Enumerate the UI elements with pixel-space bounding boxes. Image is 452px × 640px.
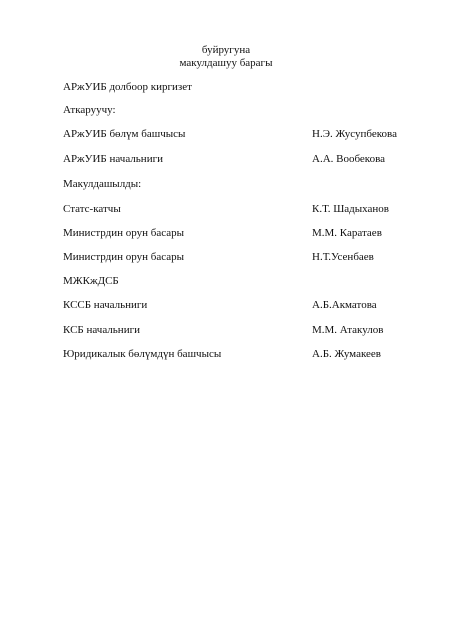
row-name-1: Н.Э. Жусупбекова [312, 128, 397, 140]
row-name-4: М.М. Каратаев [312, 227, 382, 239]
executors-label: Аткаруучу: [63, 104, 116, 116]
mzhkzhdsb-label: МЖКжДСБ [63, 275, 119, 287]
row-position-6: КССБ начальниги [63, 299, 148, 311]
row-position-8: Юридикалык бөлүмдүн башчысы [63, 348, 222, 360]
approvals-label: Макулдашылды: [63, 178, 142, 190]
row-position-1: АРжУИБ бөлүм башчысы [63, 128, 186, 140]
row-name-5: Н.Т.Усенбаев [312, 251, 374, 263]
header-line-2: макулдашуу барагы [179, 57, 273, 69]
row-position-2: АРжУИБ начальниги [63, 153, 163, 165]
header-line-1: буйругуна [201, 44, 251, 56]
row-name-8: А.Б. Жумакеев [312, 348, 381, 360]
row-position-7: КСБ начальниги [63, 324, 140, 336]
document-header [0, 44, 452, 70]
row-position-5: Министрдин орун басары [63, 251, 184, 263]
row-name-3: К.Т. Шадыханов [312, 203, 389, 215]
row-position-3: Статс-катчы [63, 203, 121, 215]
row-name-6: А.Б.Акматова [312, 299, 377, 311]
row-name-2: А.А. Boобекова [312, 153, 386, 165]
row-name-7: М.М. Атакулов [312, 324, 384, 336]
drafted-by-line: АРжУИБ долбоор киргизет [63, 81, 192, 93]
row-position-4: Министрдин орун басары [63, 227, 184, 239]
